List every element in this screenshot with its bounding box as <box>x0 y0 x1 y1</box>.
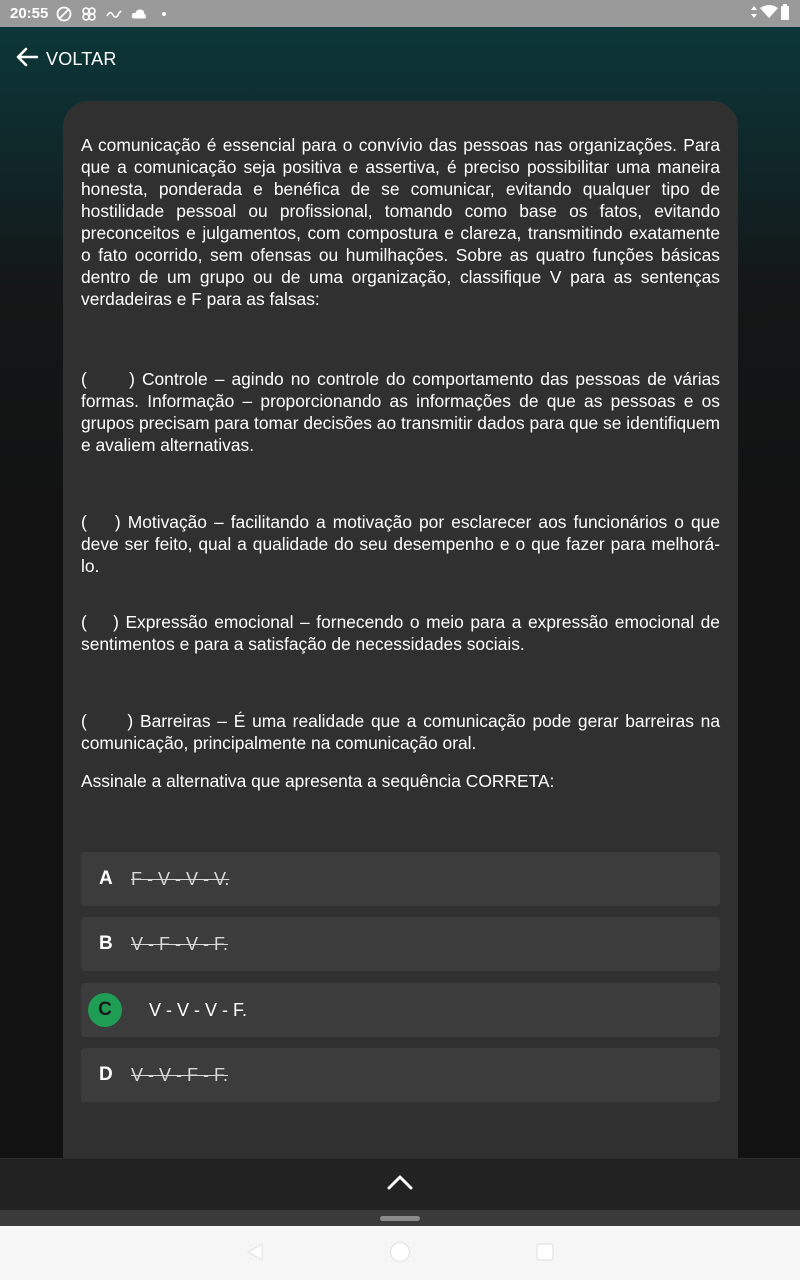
bottom-toolbar <box>0 1158 800 1210</box>
drag-handle[interactable] <box>380 1216 420 1221</box>
data-arrows-icon <box>750 5 758 23</box>
pinwheel-icon <box>81 6 97 22</box>
status-bar <box>0 0 800 27</box>
statement-3 <box>81 611 720 655</box>
answer-blank: ( ) <box>81 711 134 731</box>
nav-home-button[interactable] <box>389 1243 411 1265</box>
option-text: F - V - V - V. <box>131 868 230 889</box>
answer-blank: ( ) <box>81 512 121 532</box>
statement-2 <box>81 511 720 577</box>
cloud-icon <box>131 6 147 22</box>
option-b[interactable] <box>81 917 720 971</box>
circle-home-icon <box>389 1241 411 1268</box>
selected-option-badge: C <box>88 993 122 1027</box>
do-not-disturb-icon <box>56 6 72 22</box>
system-nav-bar <box>0 1226 800 1280</box>
option-letter: A <box>99 868 113 889</box>
option-c-selected[interactable] <box>81 983 720 1037</box>
option-text: V - V - F - F. <box>131 1064 228 1085</box>
nav-recents-button[interactable] <box>534 1243 556 1265</box>
triangle-back-icon <box>245 1242 265 1267</box>
dot-icon <box>156 6 172 22</box>
back-button[interactable] <box>16 46 117 72</box>
option-letter: B <box>99 933 113 954</box>
question-card <box>63 101 738 1181</box>
option-text: V - V - V - F. <box>149 999 248 1020</box>
signal-wave-icon <box>106 6 122 22</box>
statement-1 <box>81 368 720 456</box>
nav-back-button[interactable] <box>244 1243 266 1265</box>
arrow-left-icon <box>16 47 38 72</box>
question-intro: A comunicação é essencial para o convívio das pessoas nas organizações. Para que a comunicação seja positiva e assertiva, é preciso possibilitar uma maneira honesta, ponderada e benéfica de se comunicar, evitando qualquer tipo de hostilidade pessoal ou profissional, tomando como base os fatos, evitando preconceitos e julgamentos, com compostura e clareza, transmitindo exatamente o fato ocorrido, sem ofensas ou humilhações. Sobre as quatro funções básicas dentro de um grupo ou de uma organização, classifique V para as sentenças verdadeiras e F para as falsas: <box>81 135 720 309</box>
square-recents-icon <box>535 1242 555 1267</box>
answer-blank: ( ) <box>81 612 119 632</box>
battery-icon <box>780 4 790 24</box>
statement-text: Controle – agindo no controle do comportamento das pessoas de várias formas. Informação – proporcionando as informações de que as pessoas e os grupos precisam para tomar decisões ao transmitir dados para que se identifiquem e avaliem alternativas. <box>81 369 721 455</box>
option-text: V - F - V - F. <box>131 933 228 954</box>
statement-4 <box>81 710 720 754</box>
wifi-icon <box>760 5 778 23</box>
expand-button[interactable] <box>380 1165 420 1205</box>
status-right-icons <box>750 4 790 24</box>
chevron-up-icon <box>387 1174 413 1195</box>
option-d[interactable] <box>81 1048 720 1102</box>
option-a[interactable] <box>81 852 720 906</box>
question-prompt: Assinale a alternativa que apresenta a sequência CORRETA: <box>81 771 555 791</box>
statement-text: Barreiras – É uma realidade que a comunicação pode gerar barreiras na comunicação, principalmente na comunicação oral. <box>81 711 720 753</box>
bottom-sheet-strip <box>0 1210 800 1226</box>
back-label: VOLTAR <box>46 48 117 69</box>
answer-blank: ( ) <box>81 369 135 389</box>
statement-text: Expressão emocional – fornecendo o meio para a expressão emocional de sentimentos e para a satisfação de necessidades sociais. <box>81 612 720 654</box>
option-letter: D <box>99 1064 113 1085</box>
statement-text: Motivação – facilitando a motivação por esclarecer aos funcionários o que deve ser feito, qual a qualidade do seu desempenho e o que fazer para melhorá-lo. <box>81 512 720 576</box>
status-time: 20:55 <box>10 5 49 22</box>
